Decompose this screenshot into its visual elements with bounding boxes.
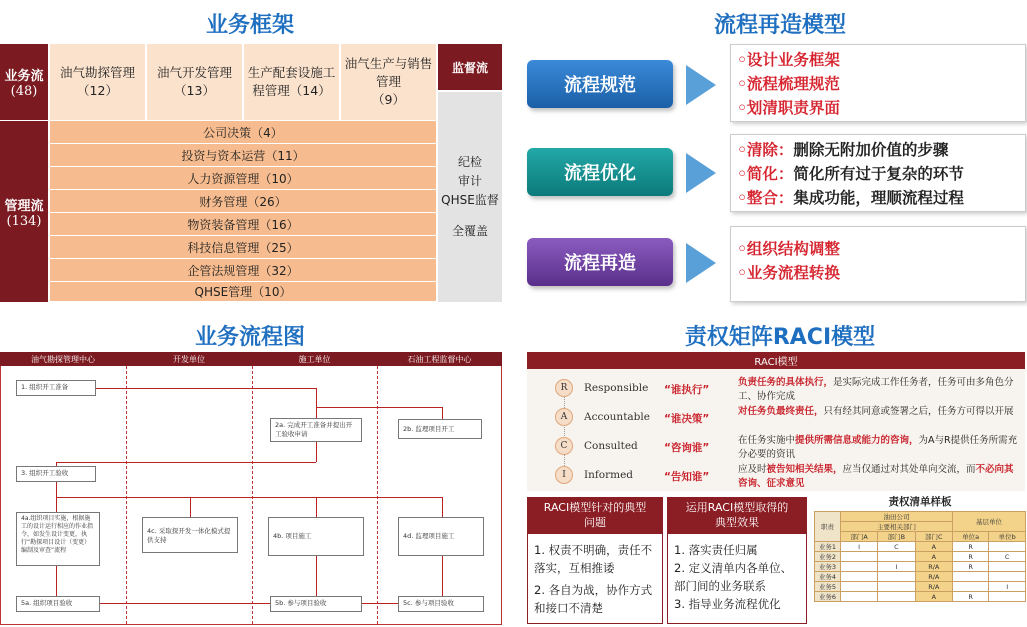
- raci-table-cell: [878, 592, 915, 602]
- biz-item-count: （9）: [372, 92, 405, 107]
- raci-problems-body: [527, 533, 663, 624]
- raci-problems-head: RACI模型针对的典型问题: [527, 497, 663, 533]
- raci-role-desc: [738, 376, 1020, 404]
- biz-item-name: 油气开发管理: [156, 65, 232, 80]
- flow-step-4c: 4c. 采取探开发一体化模式提供支持: [142, 517, 238, 553]
- mgmt-item: 公司决策（4）: [50, 121, 436, 144]
- raci-table-row-label: 业务4: [815, 572, 841, 582]
- step-value: 删除无附加价值的步骤: [793, 141, 949, 159]
- supervision-line: 审计: [457, 174, 482, 188]
- supervision-flow-label: 监督流: [438, 44, 502, 90]
- step-line: ◦组织结构调整: [737, 240, 840, 258]
- flow-connector: [100, 603, 270, 604]
- raci-table-cell: R: [953, 542, 989, 552]
- raci-table-sample: [814, 494, 1026, 602]
- raci-table-cell: R/A: [915, 582, 952, 592]
- flow-step-5a: 5a. 组织项目验收: [16, 596, 100, 612]
- raci-role-desc-highlight: 对任务负最终责任，: [738, 406, 824, 417]
- raci-role-desc-highlight: 提供所需信息或能力的咨询，: [795, 435, 919, 446]
- raci-role-cn: “告知谁”: [664, 471, 710, 483]
- supervision-line: QHSE监督: [441, 193, 499, 207]
- biz-item-count: （12）: [77, 83, 118, 98]
- flow-step-3: 3. 组织开工验收: [16, 466, 96, 482]
- raci-table-col: 部门B: [878, 532, 915, 542]
- flow-connector: [316, 442, 317, 462]
- business-flow-label: [0, 44, 48, 120]
- flow-step-4a: 4a.组织项目实施，根据施工的设计运行相应的作业指令，如发生设计变更，执行“勘探项目设计（变更）编制及审查”流程: [16, 512, 100, 566]
- biz-item-development: [147, 44, 243, 120]
- flow-step-1: 1. 组织开工准备: [16, 380, 96, 396]
- biz-item-production-sales: [341, 44, 437, 120]
- flow-connector: [56, 462, 316, 463]
- lane-header: 施工单位: [252, 352, 377, 366]
- flow-connector: [316, 388, 317, 418]
- raci-problem-item: 1. 权责不明确，责任不落实，互相推诿: [534, 543, 653, 575]
- raci-letter-badge: R: [555, 379, 573, 397]
- supervision-line: 全覆盖: [451, 224, 488, 238]
- raci-table-cell: R: [953, 562, 989, 572]
- step-line: ◦流程梳理规范: [737, 75, 840, 93]
- raci-table-cell: [989, 562, 1026, 572]
- raci-table-row: [815, 562, 1026, 572]
- raci-problem-item: 2. 各自为战，协作方式和接口不清楚: [534, 583, 653, 615]
- lane-separator: [252, 366, 253, 624]
- raci-table-cell: I: [989, 582, 1026, 592]
- raci-role-name: Accountable: [584, 411, 650, 423]
- raci-table-cell: I: [841, 542, 878, 552]
- mgmt-item: 投资与资本运营（11）: [50, 144, 436, 167]
- mgmt-item: 财务管理（26）: [50, 190, 436, 213]
- raci-effect-item: 2. 定义清单内各单位、部门间的业务联系: [674, 561, 793, 593]
- flow-connector: [96, 388, 316, 389]
- raci-table-cell: [989, 542, 1026, 552]
- mgmt-item: 企管法规管理（32）: [50, 259, 436, 282]
- step-normalize-box: [730, 44, 1026, 122]
- raci-role-desc-highlight: 被告知相关结果，: [766, 464, 843, 475]
- raci-bar: RACI模型: [527, 352, 1025, 369]
- lane-separator: [377, 366, 378, 624]
- raci-role-desc-prefix: 应及时: [738, 464, 767, 475]
- flow-step-2b: 2b. 监理项目开工: [398, 419, 482, 439]
- step-line: [737, 186, 1019, 210]
- raci-role-desc: [738, 434, 1020, 462]
- raci-table-corner: 职责: [815, 512, 841, 542]
- biz-item-facilities: [244, 44, 340, 120]
- supervision-line: 纪检: [457, 155, 482, 169]
- raci-effects-head: 运用RACI模型取得的典型效果: [667, 497, 807, 533]
- framework-title: 业务框架: [205, 13, 294, 38]
- raci-role-desc: [738, 463, 1020, 491]
- raci-table-cell: R: [953, 552, 989, 562]
- raci-table-cell: [878, 582, 915, 592]
- step-key: ◦清除：: [737, 141, 794, 159]
- raci-table-cell: [953, 582, 989, 592]
- flow-connector: [316, 407, 442, 408]
- raci-row-informed: [540, 461, 1020, 489]
- raci-table-row-label: 业务3: [815, 562, 841, 572]
- biz-item-exploration: [50, 44, 146, 120]
- biz-item-name: 生产配套设施工程管理（14）: [247, 65, 336, 98]
- mgmt-flow-count: (134): [6, 213, 42, 229]
- raci-table-row-label: 业务1: [815, 542, 841, 552]
- arrow-right-icon: [686, 60, 726, 110]
- raci-table-row: [815, 542, 1026, 552]
- raci-letter-badge: C: [555, 437, 573, 455]
- raci-role-desc-text: 为A与R提供任务所需充分必要的资讯: [738, 435, 1018, 460]
- step-line: ◦设计业务框架: [737, 51, 840, 69]
- flow-connector: [316, 556, 317, 596]
- step-line: [737, 138, 1019, 162]
- flowchart-title: 业务流程图: [194, 325, 305, 350]
- raci-table-row: [815, 552, 1026, 562]
- raci-table-row-label: 业务5: [815, 582, 841, 592]
- biz-item-name: 油气生产与销售管理: [344, 56, 433, 89]
- biz-item-name: 油气勘探管理: [59, 65, 135, 80]
- mgmt-item: 科技信息管理（25）: [50, 236, 436, 259]
- raci-role-cn: “咨询谁”: [664, 442, 710, 454]
- raci-table-row: [815, 582, 1026, 592]
- raci-effect-item: 1. 落实责任归属: [674, 543, 758, 557]
- raci-table-cell: [989, 592, 1026, 602]
- raci-table-cell: [878, 552, 915, 562]
- raci-table-col: 部门C: [915, 532, 952, 542]
- raci-table-cell: [841, 562, 878, 572]
- raci-table-row: [815, 592, 1026, 602]
- flow-step-5b: 5b. 参与项目验收: [270, 596, 362, 612]
- raci-table: [814, 511, 1026, 602]
- mgmt-item: QHSE管理（10）: [50, 282, 436, 302]
- reengineering-title: 流程再造模型: [713, 13, 846, 38]
- raci-table-col: 部门A: [841, 532, 878, 542]
- raci-table-cell: [841, 572, 878, 582]
- raci-role-desc-text: 应当仅通过对其处单向交流，而: [842, 464, 976, 475]
- raci-row-accountable: [540, 403, 1020, 431]
- flow-step-5c: 5c. 参与项目验收: [398, 596, 484, 612]
- step-reengineer-box: [730, 226, 1026, 302]
- step-line: [737, 162, 1019, 186]
- raci-effect-item: 3. 指导业务流程优化: [674, 597, 781, 611]
- step-value: 简化所有过于复杂的环节: [793, 165, 964, 183]
- lane-header: 石油工程监督中心: [377, 352, 502, 366]
- raci-letter-badge: A: [555, 408, 573, 426]
- raci-role-cn: “谁决策”: [664, 413, 710, 425]
- raci-role-desc-highlight: 不必向其咨询、征求意见: [738, 464, 1014, 489]
- mgmt-flow-label: [0, 121, 48, 302]
- business-flow-name: 业务流: [4, 69, 44, 84]
- flow-connector: [316, 497, 317, 517]
- flow-connector: [442, 407, 443, 419]
- arrow-right-icon: [686, 238, 726, 288]
- flow-connector: [56, 566, 57, 596]
- raci-table-cell: [841, 552, 878, 562]
- lane-separator: [126, 366, 127, 624]
- step-optimize-box: [730, 134, 1026, 212]
- raci-table-col: 单位a: [953, 532, 989, 542]
- raci-title: 责权矩阵RACI模型: [684, 325, 876, 350]
- raci-table-group1: 油田公司: [841, 512, 953, 522]
- business-flow-count: (48): [10, 84, 38, 99]
- raci-table-col: 单位b: [989, 532, 1026, 542]
- flow-connector: [442, 497, 443, 517]
- raci-letter-badge: I: [555, 466, 573, 484]
- mgmt-item: 人力资源管理（10）: [50, 167, 436, 190]
- raci-table-row-label: 业务2: [815, 552, 841, 562]
- raci-row-consulted: [540, 432, 1020, 460]
- raci-table-cell: A: [915, 552, 952, 562]
- flow-connector: [56, 497, 442, 498]
- flow-step-4d: 4d. 监理项目施工: [398, 517, 484, 556]
- raci-table-cell: R: [953, 592, 989, 602]
- raci-table-cell: C: [878, 542, 915, 552]
- raci-table-group1-sub: 主要相关部门: [841, 522, 953, 532]
- raci-table-cell: R/A: [915, 572, 952, 582]
- lane-header: 开发单位: [126, 352, 252, 366]
- raci-role-name: Consulted: [584, 440, 638, 452]
- raci-table-cell: [989, 572, 1026, 582]
- raci-effects-body: [667, 533, 807, 624]
- flow-connector: [362, 603, 398, 604]
- raci-table-row: [815, 572, 1026, 582]
- flow-connector: [190, 497, 191, 517]
- step-line: ◦业务流程转换: [737, 264, 840, 282]
- step-reengineer-pill: 流程再造: [527, 238, 673, 286]
- raci-role-desc-prefix: 在任务实施中: [738, 435, 796, 446]
- step-normalize-pill: 流程规范: [527, 60, 673, 108]
- raci-table-row-label: 业务6: [815, 592, 841, 602]
- raci-role-cn: “谁执行”: [664, 384, 710, 396]
- step-optimize-pill: 流程优化: [527, 148, 673, 196]
- step-key: ◦整合：: [737, 189, 794, 207]
- flow-step-2a: 2a. 完成开工准备并提出开工验收申请: [270, 418, 362, 442]
- raci-table-cell: C: [989, 552, 1026, 562]
- raci-role-desc: [738, 405, 1020, 419]
- step-value: 集成功能，理顺流程过程: [793, 189, 964, 207]
- supervision-content: [438, 92, 502, 302]
- flow-step-4b: 4b. 项目施工: [268, 517, 364, 556]
- raci-table-group2: 基层单位: [953, 512, 1026, 532]
- raci-row-responsible: [540, 374, 1020, 402]
- raci-role-name: Responsible: [584, 382, 649, 394]
- flow-connector: [442, 556, 443, 596]
- raci-role-desc-highlight: 负责任务的具体执行，: [738, 377, 834, 388]
- raci-table-cell: [841, 592, 878, 602]
- raci-table-cell: [953, 572, 989, 582]
- arrow-right-icon: [686, 148, 726, 198]
- raci-table-cell: R/A: [915, 562, 952, 572]
- raci-table-cell: A: [915, 542, 952, 552]
- raci-role-name: Informed: [584, 469, 634, 481]
- mgmt-flow-name: 管理流: [4, 198, 44, 214]
- biz-item-count: （13）: [174, 83, 215, 98]
- raci-table-title: 责权清单样板: [888, 496, 952, 508]
- raci-role-desc-text: 是实际完成工作任务者，任务可由多角色分工、协作完成: [738, 377, 1014, 402]
- raci-table-cell: [841, 582, 878, 592]
- step-line: ◦划清职责界面: [737, 99, 840, 117]
- step-key: ◦简化：: [737, 165, 794, 183]
- raci-table-cell: I: [878, 562, 915, 572]
- raci-table-cell: [878, 572, 915, 582]
- mgmt-item: 物资装备管理（16）: [50, 213, 436, 236]
- raci-table-cell: A: [915, 592, 952, 602]
- raci-role-desc-text: 只有经其同意或签署之后，任务方可得以开展: [823, 406, 1014, 417]
- lane-header: 油气勘探管理中心: [0, 352, 126, 366]
